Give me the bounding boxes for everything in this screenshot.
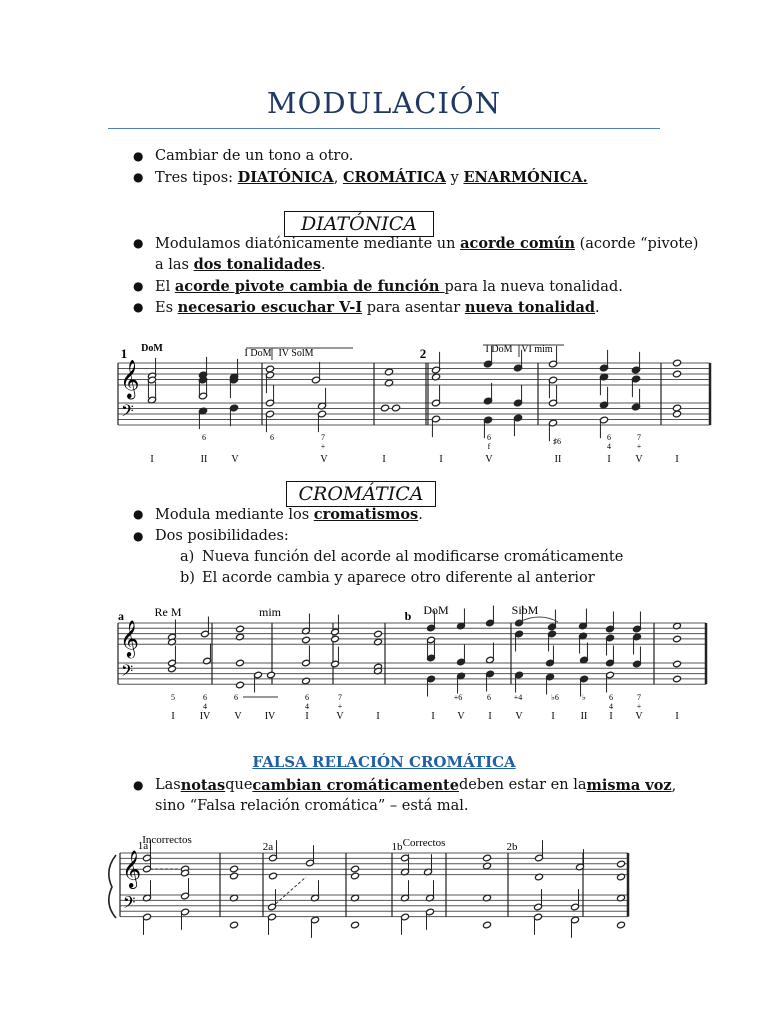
score-label: DoM (423, 603, 449, 617)
text: necesario escuchar V-I (177, 299, 363, 316)
treble-clef-icon: 𝄞 (120, 621, 139, 657)
note-head (351, 921, 360, 929)
figured-bass: 6 (487, 433, 491, 442)
note-head (374, 630, 383, 638)
score-label: VI mim (521, 344, 553, 355)
roman-numeral: I (150, 454, 154, 465)
roman-numeral: II (200, 454, 208, 465)
score-label: 2b (506, 841, 518, 853)
figured-bass: 4 (609, 702, 613, 711)
note-head (673, 660, 682, 668)
text: dos tonalidades (193, 256, 321, 273)
figured-bass: +4 (513, 693, 523, 702)
roman-numeral: I (382, 454, 386, 465)
bass-clef-icon: 𝄢 (121, 402, 134, 425)
score-label: 2 (419, 346, 427, 361)
figured-bass: 7 (338, 693, 342, 702)
roman-numeral: II (580, 711, 588, 722)
type-enarmonica: ENARMÓNICA. (463, 169, 588, 186)
text: Es (155, 300, 178, 316)
note-head (391, 404, 400, 412)
section-heading-diatonica: DIATÓNICA (284, 211, 434, 237)
note-head (672, 359, 681, 367)
figured-bass: 6 (234, 693, 238, 702)
section-heading-falsa-relacion: FALSA RELACIÓN CROMÁTICA (252, 753, 516, 771)
figured-bass: + (337, 702, 343, 711)
note-head (673, 675, 682, 683)
roman-numeral: V (635, 711, 643, 722)
note-head (302, 636, 311, 644)
text: acorde común (460, 235, 575, 252)
figured-bass: 6 (487, 693, 491, 702)
figured-bass: 4 (305, 702, 309, 711)
roman-numeral: I (609, 711, 613, 722)
text: nueva tonalidad (464, 299, 596, 316)
note-head (483, 921, 492, 929)
text: y (446, 170, 464, 186)
type-cromatica: CROMÁTICA (342, 169, 447, 186)
roman-numeral: I (431, 711, 435, 722)
roman-numeral: I (376, 711, 380, 722)
text: cromatismos (313, 506, 419, 523)
text: deben estar en la (458, 777, 587, 793)
figured-bass: +6 (453, 693, 463, 702)
figured-bass: 6 (607, 433, 611, 442)
text: notas (180, 777, 226, 794)
tie (519, 617, 558, 622)
roman-numeral: V (320, 454, 328, 465)
figured-bass: 6 (203, 693, 207, 702)
text: para la nueva tonalidad. (444, 279, 623, 295)
text: (acorde “pivote) (574, 236, 699, 252)
score-label: IV SolM (278, 348, 314, 359)
roman-numeral: IV (264, 711, 276, 722)
text: , (333, 170, 343, 186)
roman-numeral: I (551, 711, 555, 722)
text: . (418, 507, 423, 523)
figured-bass: 4 (607, 442, 611, 451)
section-heading-cromatica: CROMÁTICA (286, 481, 436, 507)
text: El acorde cambia y aparece otro diferente al anterior (202, 570, 595, 586)
roman-numeral: I (305, 711, 309, 722)
treble-clef-icon: 𝄞 (122, 851, 142, 888)
figured-bass: 4 (203, 702, 207, 711)
text: . (321, 257, 326, 273)
type-diatonica: DIATÓNICA (237, 169, 334, 186)
note-head (351, 865, 360, 873)
note-head (672, 370, 681, 378)
note-head (230, 865, 239, 873)
roman-numeral: I (675, 454, 679, 465)
note-head (269, 872, 278, 880)
note-head (380, 404, 389, 412)
figured-bass: f (487, 442, 491, 451)
figured-bass: 7 (637, 693, 641, 702)
text: Tres tipos: (155, 170, 238, 186)
bullet-icon: ● (133, 507, 144, 521)
text: Modula mediante los (155, 507, 314, 523)
note-head (236, 633, 245, 641)
figured-bass: ♭ (582, 693, 586, 702)
note-head (384, 368, 393, 376)
note-head (236, 681, 245, 689)
dashed-line (272, 877, 306, 907)
note-head (672, 410, 681, 418)
bullet-icon: ● (133, 300, 144, 314)
figured-bass: + (636, 442, 642, 451)
page-title: MODULACIÓN (266, 86, 502, 120)
score-label: I DoM (485, 344, 513, 355)
roman-numeral: IV (199, 711, 211, 722)
bullet-icon: ● (133, 149, 144, 163)
note-head (617, 921, 626, 929)
bullet-icon: ● (133, 529, 144, 543)
roman-numeral: V (515, 711, 523, 722)
roman-numeral: V (635, 454, 643, 465)
note-head (384, 379, 393, 387)
text: Modulamos diatónicamente mediante un (155, 236, 461, 252)
bullet-text: Cambiar de un tono a otro. (155, 148, 354, 164)
score-label: Re M (154, 605, 182, 619)
figured-bass: 6 (305, 693, 309, 702)
text: misma voz (586, 777, 672, 794)
bass-clef-icon: 𝄢 (123, 895, 136, 917)
text: Nueva función del acorde al modificarse cromáticamente (202, 549, 624, 565)
score-label: a (118, 609, 124, 623)
figured-bass: 7 (321, 433, 325, 442)
option-b (180, 568, 595, 589)
text: sino “Falsa relación cromática” – está mal. (155, 798, 469, 814)
bullet-icon: ● (133, 279, 144, 293)
score-label: SibM (511, 603, 539, 617)
score-label: 1 (120, 346, 128, 361)
note-head (331, 635, 340, 643)
note-head (302, 677, 311, 685)
roman-numeral: II (554, 454, 562, 465)
roman-numeral: V (231, 454, 239, 465)
roman-numeral: I (607, 454, 611, 465)
text: El (155, 279, 175, 295)
text: a) (180, 549, 195, 565)
roman-numeral: V (336, 711, 344, 722)
note-head (673, 635, 682, 643)
text: Las (155, 777, 181, 793)
figured-bass: 6 (609, 693, 613, 702)
roman-numeral: V (234, 711, 242, 722)
text: Dos posibilidades: (155, 528, 289, 544)
figured-bass: ♭6 (551, 693, 559, 702)
roman-numeral: I (488, 711, 492, 722)
score-label: mim (258, 605, 282, 619)
brace-icon (109, 855, 116, 918)
text: que (225, 777, 253, 793)
figured-bass: 6 (202, 433, 206, 442)
roman-numeral: V (485, 454, 493, 465)
text: b) (180, 570, 195, 586)
bullet-icon: ● (133, 236, 144, 250)
text: . (595, 300, 600, 316)
figured-bass: + (320, 442, 326, 451)
text: a las (155, 257, 194, 273)
bullet-icon: ● (133, 778, 144, 792)
figured-bass: 5 (171, 693, 175, 702)
note-head (267, 671, 276, 679)
note-head (617, 860, 626, 868)
score-label: b (404, 609, 412, 623)
bass-clef-icon: 𝄢 (121, 662, 134, 684)
roman-numeral: I (439, 454, 443, 465)
score-label: Correctos (402, 837, 446, 849)
roman-numeral: I (675, 711, 679, 722)
text: cambian cromáticamente (252, 777, 459, 794)
score-label: Incorrectos (142, 834, 192, 846)
text: acorde pivote cambia de función (174, 278, 445, 295)
score-label: I DoM (244, 348, 272, 359)
roman-numeral: I (171, 711, 175, 722)
option-a (180, 547, 624, 568)
figured-bass: ♯6 (553, 437, 561, 446)
score-label: 1a (137, 840, 149, 852)
text: , (671, 778, 677, 794)
note-head (230, 921, 239, 929)
note-head (483, 854, 492, 862)
roman-numeral: V (457, 711, 465, 722)
score-label: DoM (141, 343, 163, 354)
figured-bass: 6 (270, 433, 274, 442)
note-head (236, 659, 245, 667)
score-label: 2a (262, 841, 274, 853)
note-head (236, 625, 245, 633)
note-head (168, 665, 177, 673)
bullet-icon: ● (133, 170, 144, 184)
note-head (230, 872, 239, 880)
note-head (351, 872, 360, 880)
score-label: 1b (391, 841, 403, 853)
treble-clef-icon: 𝄞 (120, 362, 140, 398)
figured-bass: + (636, 702, 642, 711)
text: para asentar (362, 300, 465, 316)
figured-bass: 7 (637, 433, 641, 442)
